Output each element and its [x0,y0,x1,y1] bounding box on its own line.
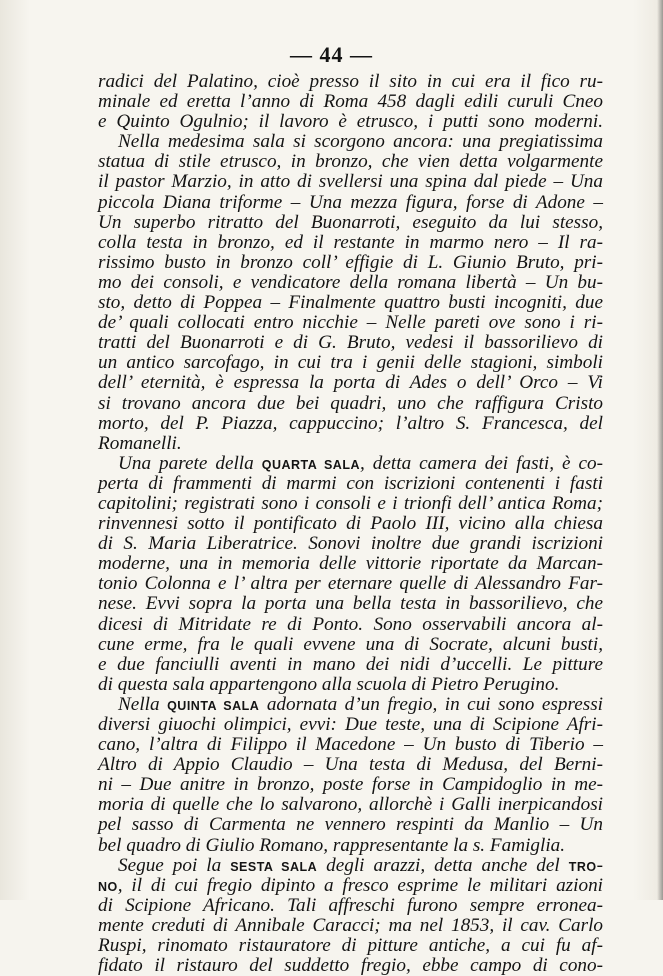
text-run: minale ed eretta l’anno di Roma 458 dagli edili curuli Cneo [98,91,603,113]
text-line [98,615,603,635]
text-run: e due fanciulli aventi in mano dei nidi d’uccelli. Le pitture [98,653,603,675]
text-run: Romanelli. [98,432,182,454]
text-run: Nella [118,693,168,715]
text-line [98,775,603,795]
text-run: mo dei consoli, e vendicatore della romana libertà – Un bu- [98,271,603,293]
text-line [98,92,603,112]
text-line [98,715,603,735]
text-run: dicesi di Mitridate re di Ponto. Sono osservabili ancora al- [98,613,603,635]
text-line [98,635,603,655]
text-line [98,836,603,856]
text-run: fidato il ristauro del suddetto fregio, ebbe campo di cono- [98,955,603,976]
text-run: di Scipione Africano. Tali affreschi furono sempre erronea- [98,894,603,916]
text-run: sto, detto di Poppea – Finalmente quattro busti incogniti, due [98,292,603,314]
text-line [98,172,603,192]
text-line [98,213,603,233]
small-caps-term: NO [98,879,118,894]
text-run: tratti del Buonarroti e di G. Bruto, vedesi il bassorilievo di [98,332,603,354]
text-run: rissimo busto in bronzo coll’ effigie di L. Giunio Bruto, pri- [98,251,603,273]
text-line [98,474,603,494]
text-line [98,112,603,132]
text-line [98,655,603,675]
text-line [98,574,603,594]
text-run: dell’ eternità, è espressa la porta di Ades o dell’ Orco – Vi [98,372,603,394]
text-run: diversi giuochi olimpici, evvi: Due teste, una di Scipione Afri- [98,714,603,735]
text-run: si trovano ancora due bei quadri, uno che raffigura Cristo [98,392,603,414]
text-line [98,815,603,835]
text-line [98,132,603,152]
text-line [98,72,603,92]
text-line [98,273,603,293]
text-run: nese. Evvi sopra la porta una bella testa in bassorilievo, che [98,593,603,615]
text-run: morto, del P. Piazza, cappuccino; l’altro S. Francesca, del [98,412,603,434]
text-run: statua di stile etrusco, in bronzo, che vien detta volgarmente [98,151,603,173]
text-line [98,152,603,172]
text-run: cune erme, fra le quali evvene una di Socrate, alcuni busti, [98,633,603,655]
text-run: il pastor Marzio, in atto di svellersi una spina dal piede – Una [98,171,603,193]
text-run: degli arazzi, detta anche del [317,854,569,876]
text-run: un antico sarcofago, in cui tra i genii delle stagioni, simboli [98,352,603,374]
text-run: piccola Diana triforme – Una mezza figura, forse di Adone – [98,191,603,213]
text-run: di S. Maria Liberatrice. Sonovi inoltre due grandi iscrizioni [98,533,603,555]
text-line [98,956,603,976]
text-line [98,333,603,353]
text-line [98,434,603,454]
small-caps-term: QUARTA SALA [261,457,360,472]
text-run: - [596,854,603,876]
text-line [98,514,603,534]
text-run: Nella medesima sala si scorgono ancora: una pregiatissima [118,131,603,153]
text-line [98,755,603,775]
text-run: rinvennesi sotto il pontificato di Paolo III, vicino alla chiesa [98,513,603,535]
small-caps-term: SESTA SALA [230,859,318,874]
text-run: , detta camera dei fasti, è co- [360,452,604,474]
text-line [98,414,603,434]
text-line [98,695,603,715]
page-number: — 44 — [290,42,373,67]
text-run: Ruspi, rinomato ristauratore di pitture antiche, a cui fu af- [98,935,603,957]
text-line [98,675,603,695]
small-caps-term: TRO [568,859,597,874]
text-line [98,735,603,755]
text-line [98,313,603,333]
text-run: mente creduti di Annibale Caracci; ma nel 1853, il cav. Carlo [98,914,603,936]
text-run: cano, l’altra di Filippo il Macedone – Un busto di Tiberio – [98,734,603,756]
text-line [98,233,603,253]
text-line [98,353,603,373]
text-line [98,193,603,213]
text-run: de’ quali collocati entro nicchie – Nelle pareti ove sono i ri- [98,312,603,334]
text-run: capitolini; registrati sono i consoli e i trionfi dell’ antica Roma; [98,492,603,514]
text-run: colla testa in bronzo, ed il restante in marmo nero – Il ra- [98,231,603,253]
text-line [98,534,603,554]
text-run: radici del Palatino, cioè presso il sito in cui era il fico ru- [98,71,603,92]
text-run: ni – Due anitre in bronzo, poste forse in Campidoglio in me- [98,774,603,796]
text-run: bel quadro di Giulio Romano, rappresentante la s. Famiglia. [98,834,566,856]
text-line [98,795,603,815]
text-run: moderne, una in memoria delle vittorie riportate da Marcan- [98,553,603,575]
text-run: pel sasso di Carmenta ne vennero respinti da Manlio – Un [98,814,603,836]
text-line [98,916,603,936]
text-run: Segue poi la [118,854,231,876]
text-line [98,494,603,514]
page-edge-shadow [657,0,663,900]
text-run: di questa sala appartengono alla scuola di Pietro Perugino. [98,673,560,695]
text-line [98,554,603,574]
small-caps-term: QUINTA SALA [167,698,260,713]
text-line [98,373,603,393]
text-run: Altro di Appio Claudio – Una testa di Medusa, del Berni- [98,754,603,776]
text-line [98,394,603,414]
text-line [98,876,603,896]
text-run: Un superbo ritratto del Buonarroti, eseguito da lui stesso, [98,211,603,233]
text-line [98,253,603,273]
text-run: tonio Colonna e l’ altra per eternare quelle di Alessandro Far- [98,573,603,595]
text-run: Una parete della [118,452,262,474]
text-run: perta di frammenti di marmi con iscrizioni contenenti i fasti [98,472,603,494]
body-text [98,72,603,976]
text-line [98,896,603,916]
text-run: , il di cui fregio dipinto a fresco esprime le militari azioni [117,874,603,896]
text-line [98,594,603,614]
text-line [98,293,603,313]
text-run: e Quinto Ogulnio; il lavoro è etrusco, i putti sono moderni. [98,111,603,133]
text-run: adornata d’un fregio, in cui sono espressi [259,693,603,715]
text-line [98,454,603,474]
text-run: moria di quelle che lo salvarono, allorchè i Galli inerpicandosi [98,794,603,816]
text-line [98,936,603,956]
text-line [98,856,603,876]
